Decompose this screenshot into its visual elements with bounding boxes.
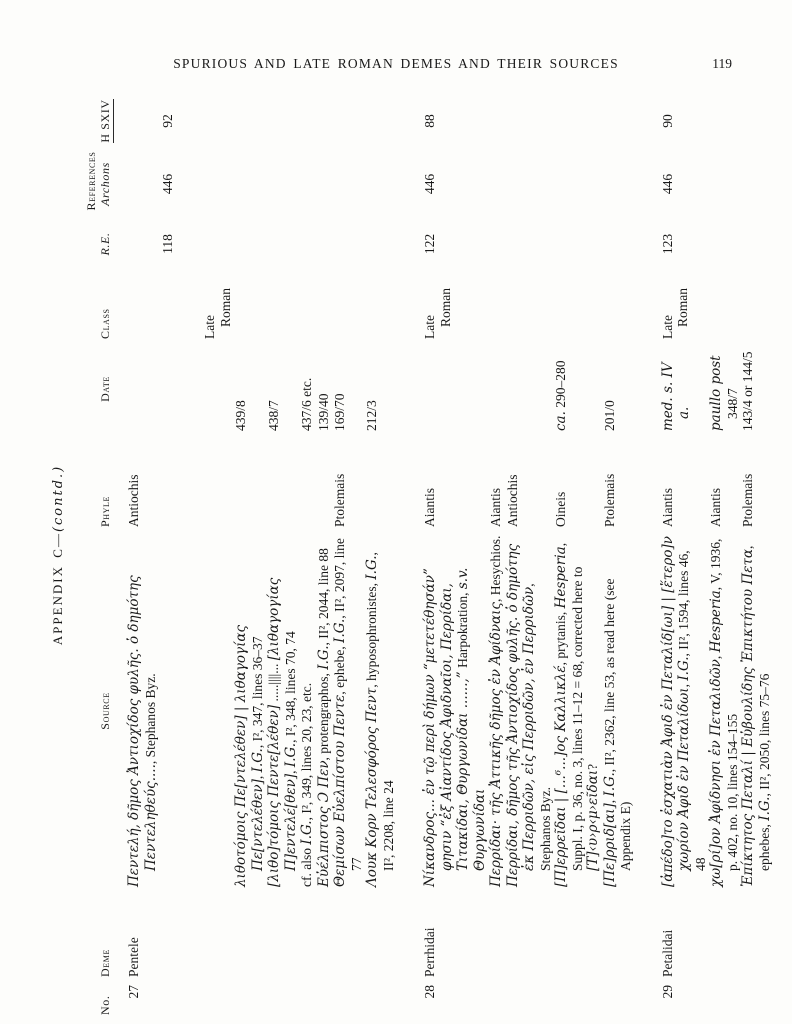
archons-value: 446 xyxy=(422,173,437,195)
column-header-source: Source xyxy=(98,692,112,730)
column-header-no: No. xyxy=(98,995,112,1015)
phyle-value: Antiochis xyxy=(504,474,520,527)
hsxiv-value: 92 xyxy=(160,114,175,128)
source-entry: χω[ρί]ον Ἀφίδνησι ἐν Πεταλιδῶν, Hesperia, V, 1936, p. 402, no. 10, lines 154–155 xyxy=(708,538,740,887)
column-header-references: References xyxy=(84,151,98,211)
class-value: Late Roman xyxy=(202,288,233,339)
re-value: 118 xyxy=(160,234,175,254)
archons-value: 446 xyxy=(659,173,675,195)
phyle-value: Aiantis xyxy=(659,488,675,527)
column-header-date: Date xyxy=(98,376,112,402)
table-row xyxy=(660,95,774,1015)
re-value: 122 xyxy=(422,233,437,255)
row-number: 29 xyxy=(659,985,675,999)
date-value: med. s. IV a. xyxy=(659,362,692,431)
phyle-value: Oineis xyxy=(553,491,568,527)
source-entry: Λουκ Κορν Τελεσφόρος Πεντ, hyposophronistes, I.G., II², 2208, line 24 xyxy=(364,552,396,887)
column-header-deme: Deme xyxy=(98,949,112,977)
phyle-value: Aiantis xyxy=(708,488,723,527)
page-title: SPURIOUS AND LATE ROMAN DEMES AND THEIR SOURCES xyxy=(173,56,619,71)
row-number: 28 xyxy=(422,985,437,999)
class-value: Late Roman xyxy=(659,288,690,339)
phyle-value: Ptolemais xyxy=(740,473,755,527)
deme-name: Pentele xyxy=(126,937,141,977)
table-row xyxy=(126,95,396,1015)
column-header-phyle: Phyle xyxy=(98,495,112,527)
source-entry: Ἐπίκτητος Πεταλί | Εὐβουλίδης Ἐπικτήτου Πετα, ephebes, I.G., II², 2050, lines 75–76 xyxy=(740,545,773,887)
source-entry: [λιθο]τόμοις Πεντε[λέθεν] .....||||... [λιθαγογίας Π]εντελέ[θεν], I.G., I², 348, lines 70, 74 xyxy=(266,577,299,887)
deme-name: Petalidai xyxy=(659,929,675,977)
rotated-appendix-table xyxy=(46,95,773,1015)
hsxiv-value: 90 xyxy=(659,114,675,128)
hsxiv-value: 88 xyxy=(422,114,437,128)
class-value: Late Roman xyxy=(422,288,453,339)
date-value: paullo post 348/7 xyxy=(708,355,740,431)
source-entry: Θεμίσων Εὐελπίστου Πεντε, ephebe, I.G., II², 2097, line 77 xyxy=(332,538,364,887)
source-entry: [Πε]ρριδ[αι], I.G., II², 2362, line 53, as read here (see Appendix E) xyxy=(601,578,633,887)
deme-name: Perrhidai xyxy=(422,927,437,977)
table-title: APPENDIX C—(contd.) xyxy=(50,464,66,646)
date-value: 143/4 or 144/5 xyxy=(740,351,755,431)
source-entry: λιθοτόμοις Πε[ντελέθεν] | λιθαγογίας Πε[ντελέθεν], I.G., I², 347, lines 36–37 xyxy=(233,624,266,887)
re-value: 123 xyxy=(659,233,675,255)
date-value: ca. 290–280 xyxy=(553,360,569,431)
date-value: 139/40 xyxy=(315,393,331,431)
phyle-value: Antiochis xyxy=(126,474,141,527)
source-entry: Εὐέλπιστος Ɔ Πεν, protengraphos, I.G., II², 2044, line 88 xyxy=(315,548,332,887)
phyle-value: Ptolemais xyxy=(332,473,347,527)
source-entry: Περρίδαι· τῆς Ἀττικῆς δῆμος ἐν Ἀφίδναις, Hesychios. xyxy=(488,535,504,887)
source-entry: cf. also I.G., I², 349, lines 20, 23, etc. xyxy=(299,682,315,887)
column-header-hsxiv: H SXIV xyxy=(98,99,112,143)
date-value: 439/8 xyxy=(233,400,248,431)
date-value: 438/7 xyxy=(266,400,281,431)
source-entry: Περρίδαι, δῆμος τῆς Ἀντιοχίδος φυλῆς. ὁ δημότης ἐκ Περριδῶν, εἰς Περριδῶν, ἐν Περριδῶν, Stephanos Byz. xyxy=(504,543,553,887)
row-number: 27 xyxy=(126,985,141,999)
archons-value: 446 xyxy=(160,173,175,195)
date-value: 437/6 etc. xyxy=(299,377,314,431)
source-entry: Νίκανδρος... ἐν τῷ περὶ δήμων “μετετέθησάν” φησιν “ἐξ Αἰαντίδος Ἀφιδναῖοι, Περρίδαι, Τιτακίδαι, Θυργωνίδαι ......,” Harpokration, s.v. Θυργωνίδαι xyxy=(422,567,488,887)
column-header-re: R.E. xyxy=(98,232,112,256)
date-value: 212/3 xyxy=(364,400,379,431)
source-entry: [ἀπέδο]το ἐσχατιὰν Ἀφιδ ἐν Πεταλίδ[ωι] | [ἕτερο]ν χωρίον Ἀφιδ ἐν Πεταλίδωι, I.G., II², 1594, lines 46, 48 xyxy=(659,535,708,887)
column-header-class: Class xyxy=(98,308,112,339)
phyle-value: Ptolemais xyxy=(601,473,617,527)
page-header xyxy=(0,56,792,78)
phyle-value: Aiantis xyxy=(422,488,437,527)
source-entry: Πεντελή, δῆμος Ἀντιοχίδος φυλῆς. ὁ δημότης Πεντεληθεύς...., Stephanos Byz. xyxy=(126,575,159,887)
table-row xyxy=(422,95,634,1015)
column-header-archons: Archons xyxy=(98,162,112,206)
date-value: 201/0 xyxy=(601,400,617,431)
page-number: 119 xyxy=(712,56,732,71)
phyle-value: Aiantis xyxy=(488,488,503,527)
table-header xyxy=(84,95,114,1015)
date-value: 169/70 xyxy=(332,393,347,431)
source-entry: [Π]ερρεῖδαι | [...⁶...]ος Καλλικλέ, prytanis, Hesperia, Suppl. I, p. 36, no. 3, lines 11–12 = 68, corrected here to [Τ]‹υ›ρ‹μ›εῖδαι? xyxy=(553,542,601,887)
